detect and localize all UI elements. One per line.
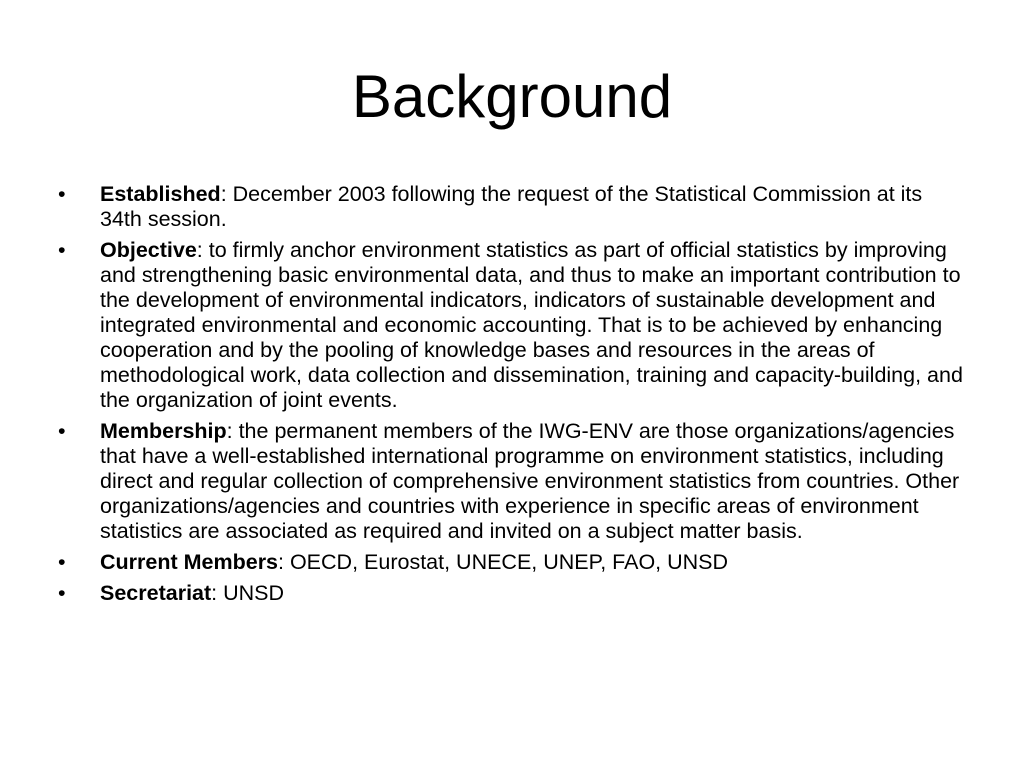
- bullet-text: : to firmly anchor environment statistics as part of official statistics by improving and strengthening basic environmental data, and thus to make an important contribution to the development of environmental indicators, indicators of sustainable development and integrated environmental and economic accounting. That is to be achieved by enhancing cooperation and by the pooling of knowledge bases and resources in the areas of methodological work, data collection and dissemination, training and capacity-building, and the organization of joint events.: [100, 238, 963, 412]
- bullet-marker: •: [58, 550, 66, 574]
- bullet-current-members: [58, 550, 968, 575]
- bullet-membership: [58, 419, 968, 544]
- bullet-objective: [58, 238, 968, 413]
- bullet-term: Established: [100, 182, 221, 206]
- bullet-text: : UNSD: [211, 581, 285, 605]
- bullet-term: Objective: [100, 238, 197, 262]
- bullet-marker: •: [58, 238, 66, 262]
- bullet-term: Membership: [100, 419, 227, 443]
- bullet-text: : December 2003 following the request of the Statistical Commission at its 34th session.: [100, 182, 923, 231]
- bullet-established: [58, 182, 968, 232]
- bullet-term: Current Members: [100, 550, 279, 574]
- bullet-text: : OECD, Eurostat, UNECE, UNEP, FAO, UNSD: [278, 550, 729, 574]
- bullet-marker: •: [58, 419, 66, 443]
- bullet-text: : the permanent members of the IWG-ENV are those organizations/agencies that have a well-established international programme on environment statistics, including direct and regular collection of comprehensive environment statistics from countries. Other organizations/agencies and countries with experience in specific areas of environment statistics are associated as required and invited on a subject matter basis.: [100, 419, 960, 543]
- bullet-term: Secretariat: [100, 581, 212, 605]
- bullet-secretariat: [58, 581, 968, 606]
- bullet-list: [58, 182, 968, 612]
- bullet-marker: •: [58, 182, 66, 206]
- bullet-marker: •: [58, 581, 66, 605]
- slide-title: Background: [351, 63, 673, 130]
